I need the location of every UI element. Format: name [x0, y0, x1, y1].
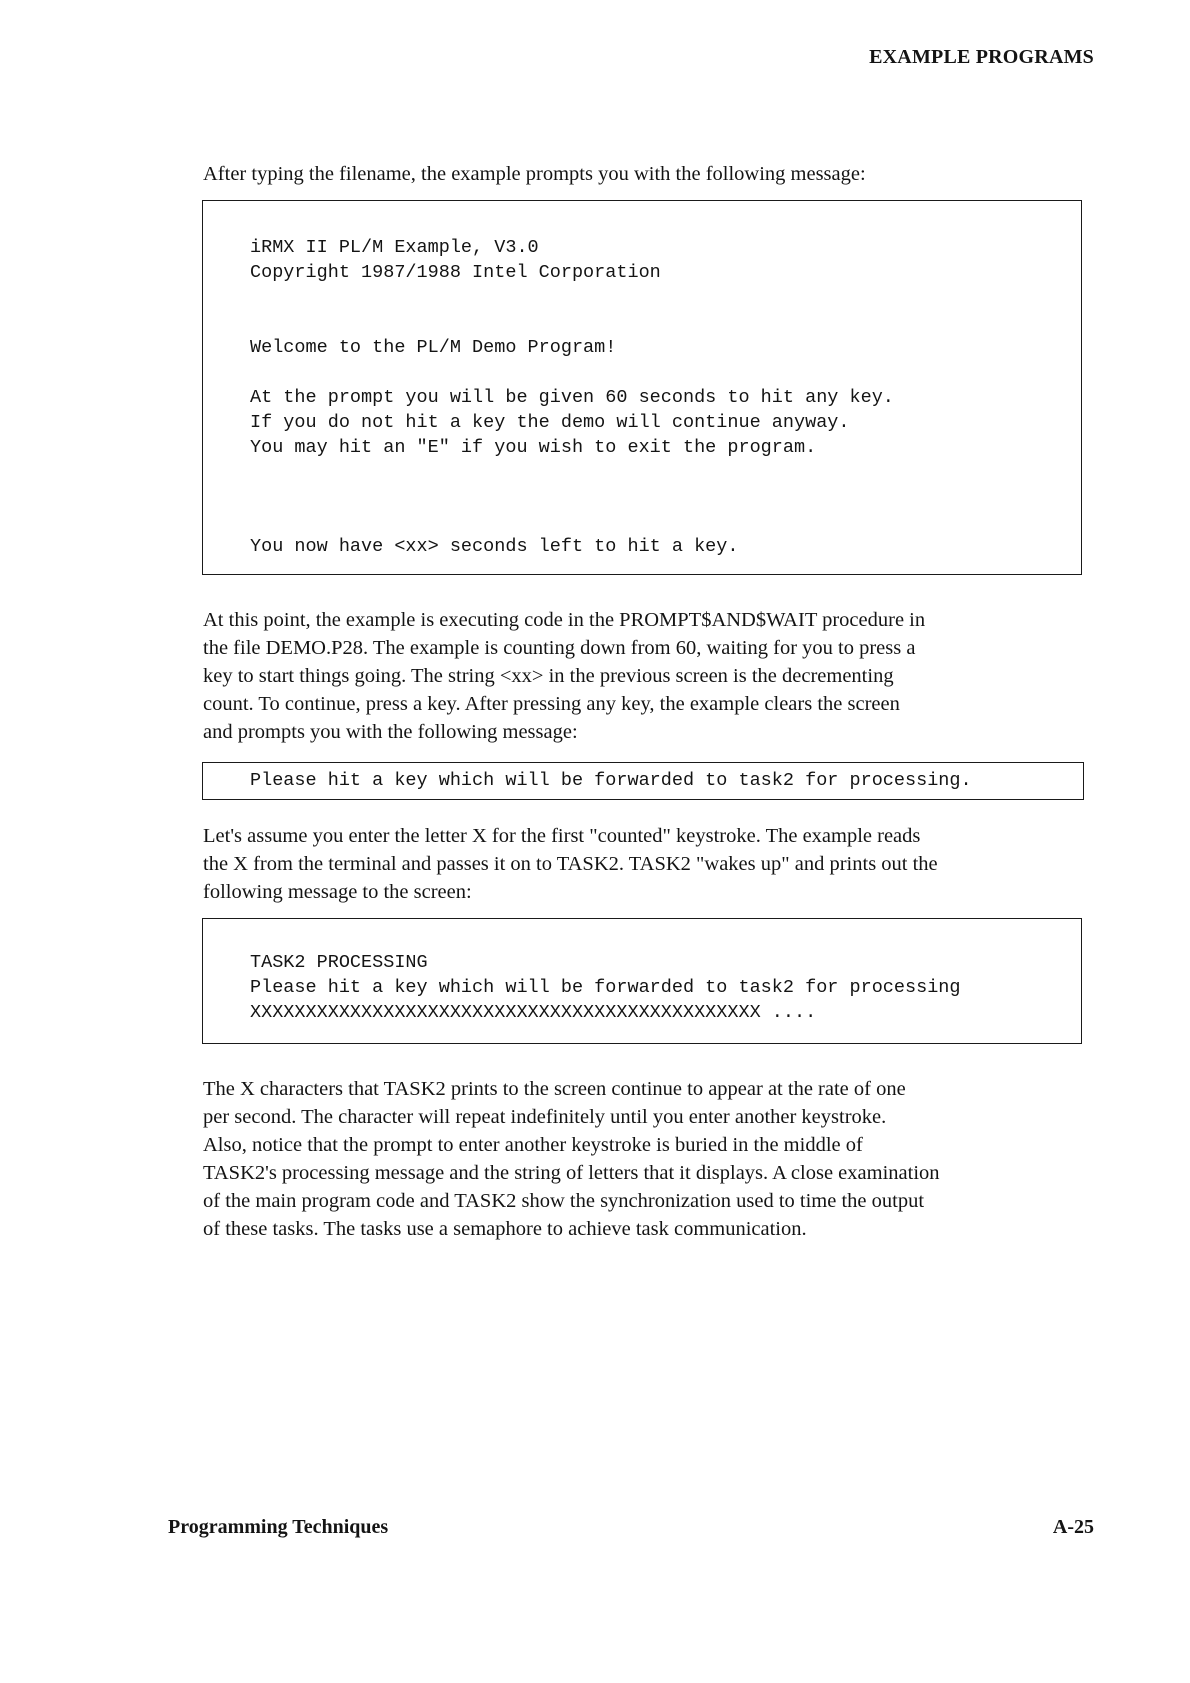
paragraph-line: count. To continue, press a key. After pressing any key, the example clears the screen: [203, 693, 900, 715]
paragraph-line: of these tasks. The tasks use a semaphore to achieve task communication.: [203, 1218, 807, 1240]
paragraph-line: TASK2's processing message and the string of letters that it displays. A close examination: [203, 1162, 940, 1184]
paragraph-line: the file DEMO.P28. The example is counting down from 60, waiting for you to press a: [203, 637, 916, 659]
paragraph-line: key to start things going. The string <xx> in the previous screen is the decrementing: [203, 665, 894, 687]
paragraph-line: following message to the screen:: [203, 881, 472, 903]
screen-line: Please hit a key which will be forwarded to task2 for processing.: [250, 770, 972, 791]
paragraph-line: After typing the filename, the example prompts you with the following message:: [203, 163, 866, 185]
screen-line: You now have <xx> seconds left to hit a key.: [250, 536, 739, 557]
screen-line: If you do not hit a key the demo will continue anyway.: [250, 412, 850, 433]
paragraph-line: Also, notice that the prompt to enter another keystroke is buried in the middle of: [203, 1134, 863, 1156]
running-header: EXAMPLE PROGRAMS: [869, 46, 1094, 68]
paragraph-line: per second. The character will repeat indefinitely until you enter another keystroke.: [203, 1106, 887, 1128]
body-paragraph: [203, 606, 1083, 746]
body-paragraph: [203, 1075, 1083, 1243]
footer-chapter-title: Programming Techniques: [168, 1516, 389, 1538]
intro-paragraph: [203, 160, 1083, 188]
screen-line: Copyright 1987/1988 Intel Corporation: [250, 262, 661, 283]
screen-line: iRMX II PL/M Example, V3.0: [250, 237, 539, 258]
screen-output-box: [202, 200, 1082, 575]
paragraph-line: the X from the terminal and passes it on to TASK2. TASK2 "wakes up" and prints out the: [203, 853, 938, 875]
paragraph-line: of the main program code and TASK2 show the synchronization used to time the output: [203, 1190, 925, 1212]
screen-line: XXXXXXXXXXXXXXXXXXXXXXXXXXXXXXXXXXXXXXXXXXXXXX ....: [250, 1002, 817, 1023]
screen-line: At the prompt you will be given 60 seconds to hit any key.: [250, 387, 894, 408]
paragraph-line: Let's assume you enter the letter X for the first "counted" keystroke. The example reads: [203, 825, 921, 847]
paragraph-line: and prompts you with the following message:: [203, 721, 578, 743]
task2-output-box: [202, 918, 1082, 1044]
body-paragraph: [203, 822, 1083, 906]
prompt-output-box: [202, 762, 1084, 800]
screen-line: Please hit a key which will be forwarded to task2 for processing: [250, 977, 961, 998]
footer-page-number: A-25: [1052, 1516, 1094, 1538]
paragraph-line: The X characters that TASK2 prints to the screen continue to appear at the rate of one: [203, 1078, 906, 1100]
screen-line: Welcome to the PL/M Demo Program!: [250, 337, 617, 358]
screen-line: TASK2 PROCESSING: [250, 952, 428, 973]
paragraph-line: At this point, the example is executing code in the PROMPT$AND$WAIT procedure in: [203, 609, 926, 631]
screen-line: You may hit an "E" if you wish to exit the program.: [250, 437, 817, 458]
